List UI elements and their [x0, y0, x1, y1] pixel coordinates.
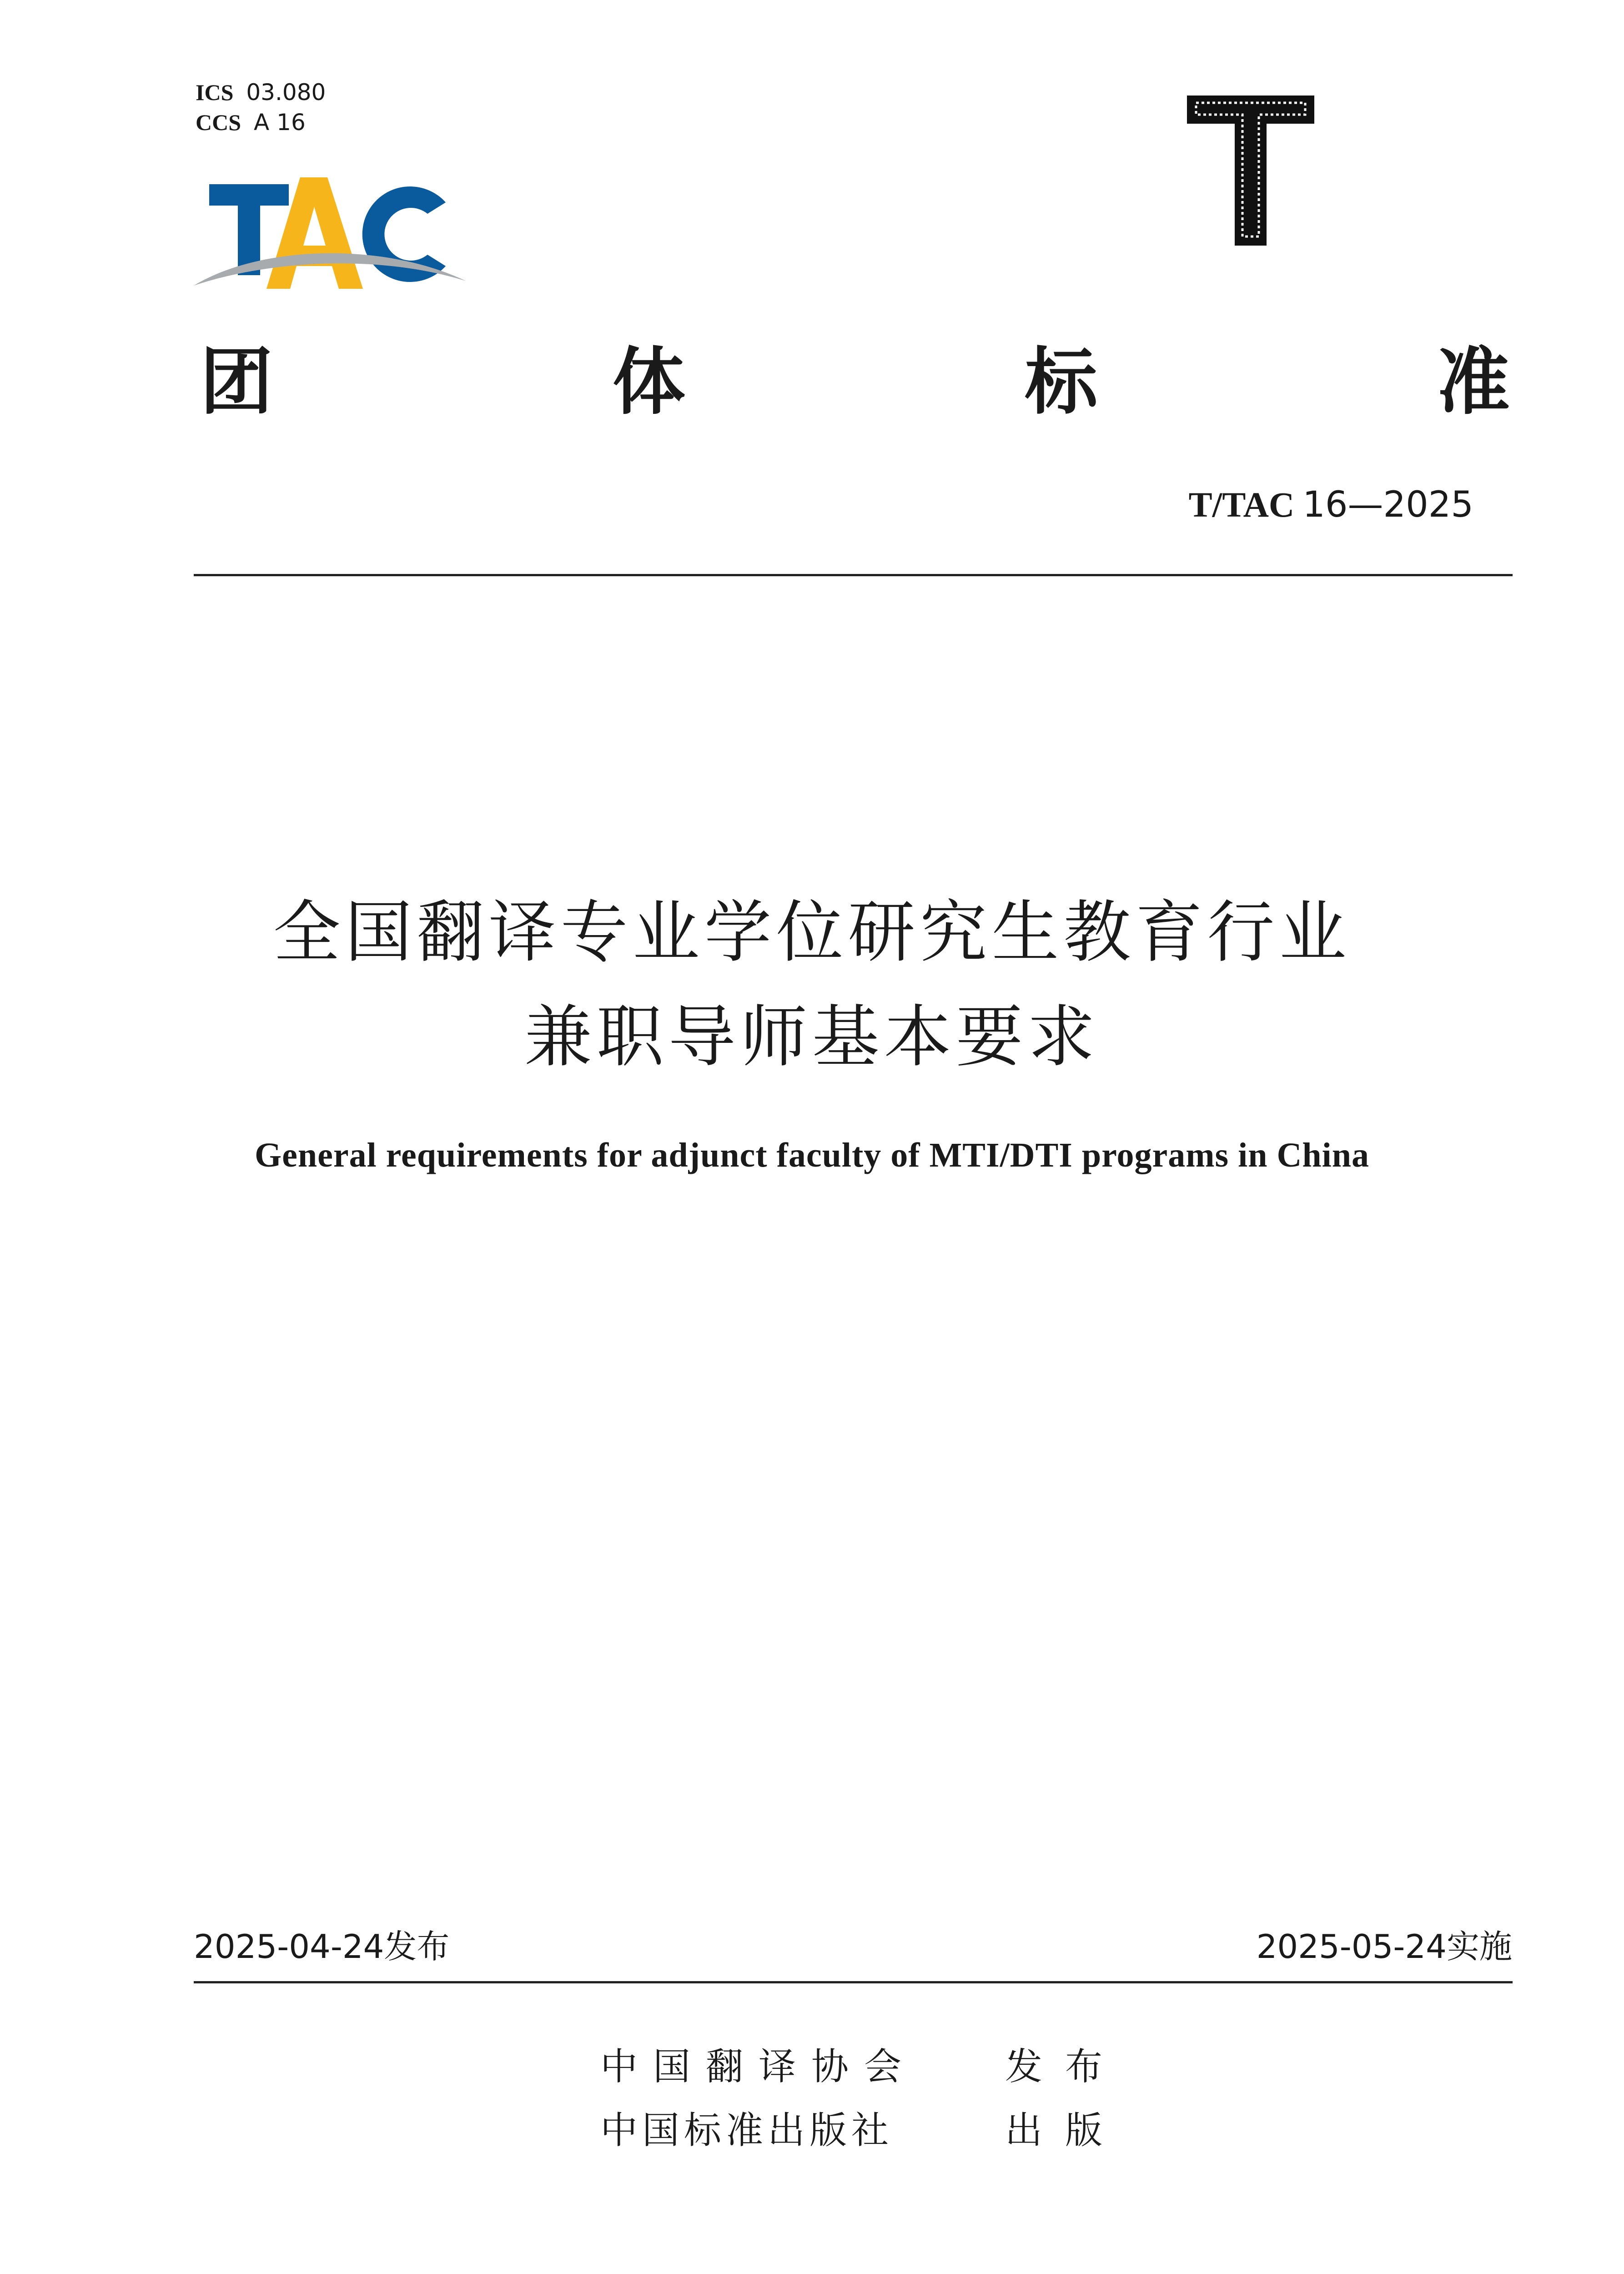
standard-code: 16—2025: [1302, 484, 1473, 525]
bottom-divider: [194, 1981, 1513, 1983]
publisher-role-1: 发布: [1005, 2045, 1126, 2088]
heading-char-1: 团: [200, 339, 273, 424]
tac-logo: [191, 168, 473, 300]
standard-type-mark: [1182, 91, 1319, 250]
heading-char-4: 准: [1437, 339, 1510, 424]
title-cn-line-1: 全国翻译专业学位研究生教育行业: [273, 893, 1351, 971]
standard-number: [1091, 482, 1473, 528]
implement-date: 2025-05-24实施: [1256, 1927, 1512, 1966]
publisher-role-2: 出版: [1005, 2109, 1126, 2152]
title-cn-line-2: 兼职导师基本要求: [524, 998, 1100, 1076]
publish-date: 2025-04-24发布: [194, 1927, 450, 1966]
heading-char-3: 标: [1025, 339, 1098, 424]
publisher-name-1: 中国翻译协会: [600, 2045, 917, 2088]
heading-char-2: 体: [612, 339, 685, 424]
publisher-name-2: 中国标准出版社: [600, 2109, 894, 2152]
ccs-label: CCS: [196, 110, 241, 135]
ccs-value: A 16: [254, 109, 306, 136]
top-divider: [194, 574, 1513, 576]
ics-label: ICS: [196, 80, 234, 105]
logo-letter-c: [362, 186, 446, 282]
ics-value: 03.080: [246, 79, 326, 106]
classification-codes: [196, 77, 326, 137]
title-en: General requirements for adjunct faculty of MTI/DTI programs in China: [254, 1136, 1369, 1174]
standard-prefix: T/TAC: [1188, 485, 1295, 524]
ccs-line: [196, 107, 326, 137]
group-standard-heading: [200, 337, 1510, 428]
ics-line: [196, 77, 326, 107]
